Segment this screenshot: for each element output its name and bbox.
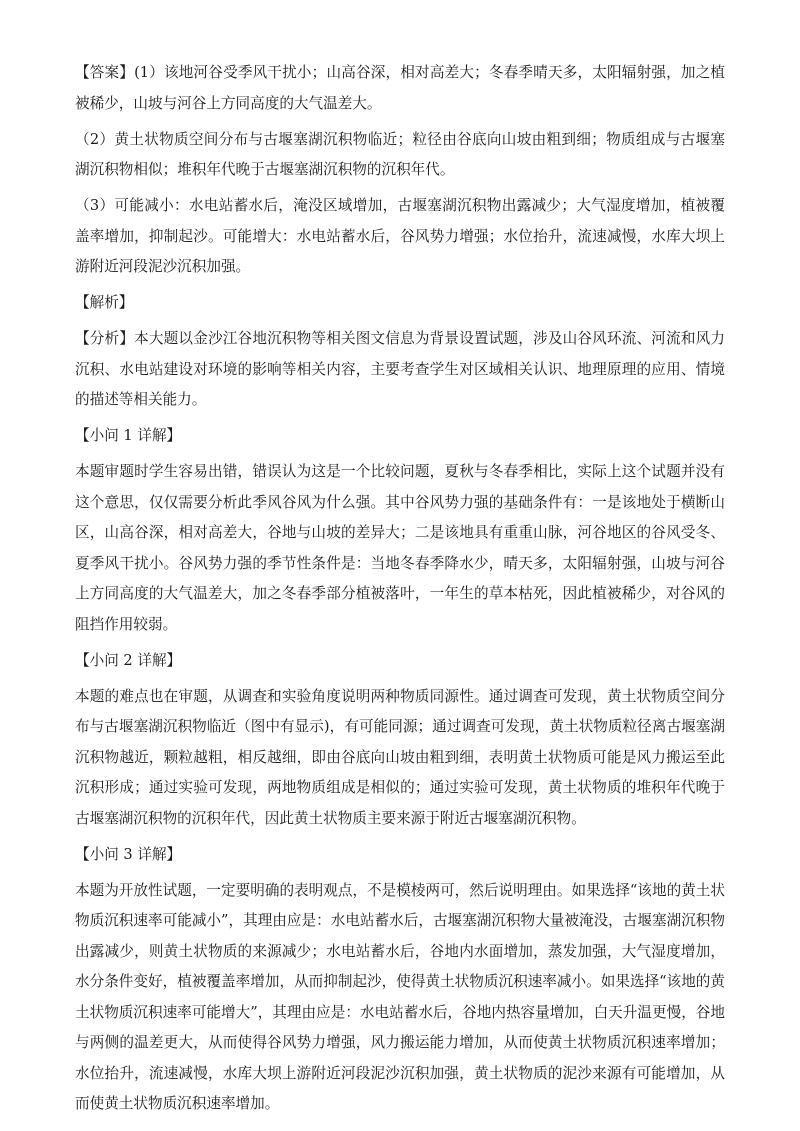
answer-part-2: （2）黄土状物质空间分布与古堰塞湖沉积物临近；粒径由谷底向山坡由粗到细；物质组成与古堰塞湖沉积物相似；堆积年代晚于古堰塞湖沉积物的沉积年代。	[75, 130, 725, 178]
detail-2-text: 本题的难点也在审题，从调查和实验角度说明两种物质同源性。通过调查可发现，黄土状物质空间分布与古堰塞湖沉积物临近（图中有显示)，有可能同源；通过调查可发现，黄土状物质粒径离古堰塞湖沉积物越近，颗粒越粗，相反越细，即由谷底向山坡由粗到细，表明黄土状物质可能是风力搬运至此沉积形成；通过实验可发现，两地物质组成是相似的；通过实验可发现，黄土状物质的堆积年代晚于古堰塞湖沉积物的沉积年代，因此黄土状物质主要来源于附近古堰塞湖沉积物。	[75, 687, 725, 827]
detail-1-text: 本题审题时学生容易出错，错误认为这是一个比较问题，夏秋与冬春季相比，实际上这个试题并没有这个意思，仅仅需要分析此季风谷风为什么强。其中谷风势力强的基础条件有：一是该地处于横断山区，山高谷深，相对高差大，谷地与山坡的差异大；二是该地具有重重山脉，河谷地区的谷风受冬、夏季风干扰小。谷风势力强的季节性条件是：当地冬春季降水少，晴天多，太阳辐射强，山坡与河谷上方同高度的大气温差大，加之冬春季部分植被落叶，一年生的草本枯死，因此植被稀少，对谷风的阻挡作用较弱。	[75, 463, 725, 633]
detail-3-label: 【小问 3 详解】	[75, 845, 182, 863]
answer-part-1: 【答案】(1）该地河谷受季风干扰小；山高谷深，相对高差大；冬春季晴天多，太阳辐射强，加之植被稀少，山坡与河谷上方同高度的大气温差大。	[75, 64, 725, 112]
detail-3-text: 本题为开放性试题，一定要明确的表明观点，不是模棱两可，然后说明理由。如果选择“该地的黄土状物质沉积速率可能减小”，其理由应是：水电站蓄水后，古堰塞湖沉积物大量被淹没，古堰塞湖沉积物出露减少，则黄土状物质的来源减少；水电站蓄水后，谷地内水面增加，蒸发加强，大气湿度增加，水分条件变好，植被覆盖率增加，从而抑制起沙，使得黄土状物质沉积速率减小。如果选择“该地的黄土状物质沉积速率可能增大”，其理由应是：水电站蓄水后，谷地内热容量增加，白天升温更慢，谷地与两侧的温差更大，从而使得谷风势力增强，风力搬运能力增加，从而使黄土状物质沉积速率增加；水位抬升，流速减慢，水库大坝上游附近河段泥沙沉积加强，黄土状物质的泥沙来源有可能增加，从而使黄土状物质沉积速率增加。	[75, 881, 725, 1112]
answer-part-3: （3）可能减小：水电站蓄水后，淹没区域增加，古堰塞湖沉积物出露减少；大气湿度增加，植被覆盖率增加，抑制起沙。可能增大：水电站蓄水后，谷风势力增强；水位抬升，流速减慢，水库大坝上游附近河段泥沙沉积加强。	[75, 197, 725, 275]
detail-2-label: 【小问 2 详解】	[75, 651, 182, 669]
document-page	[75, 58, 725, 1125]
analysis-label: 【解析】	[75, 294, 134, 311]
detail-1-label: 【小问 1 详解】	[75, 427, 182, 444]
analysis-intro: 【分析】本大题以金沙江谷地沉积物等相关图文信息为背景设置试题，涉及山谷风环流、河流和风力沉积、水电站建设对环境的影响等相关内容，主要考查学生对区域相关认识、地理原理的应用、情境的描述等相关能力。	[75, 330, 725, 408]
